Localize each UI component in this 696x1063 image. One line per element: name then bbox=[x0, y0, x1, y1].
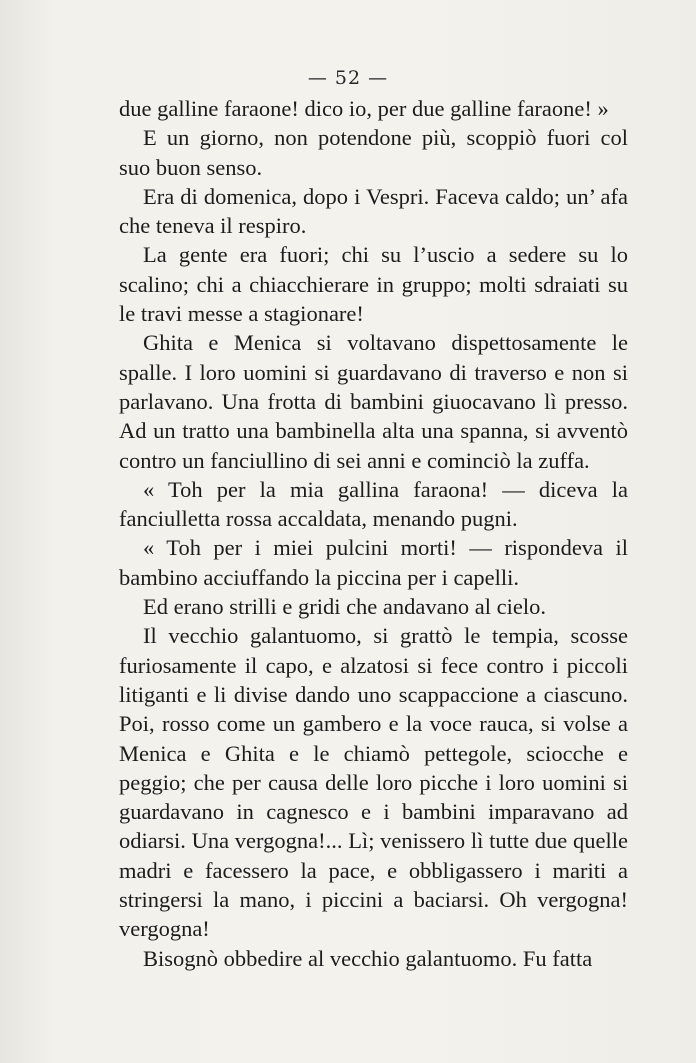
paragraph: Il vecchio galantuomo, si grattò le tempia, scosse furiosamente il capo, e alzatosi si fece contro i piccoli litiganti e li divise dando uno scappaccione a ciascuno. Poi, rosso come un gambero e la voce rauca, si volse a Menica e Ghita e le chiamò pettegole, sciocche e peggio; che per causa delle loro picche i loro uomini si guardavano in cagnesco e i bambini imparavano ad odiarsi. Una vergogna!... Lì; venissero lì tutte due quelle madri e facessero la pace, e obbligassero i mariti a stringersi la mano, i piccini a baciarsi. Oh vergogna! vergogna! bbox=[119, 623, 628, 942]
paragraph: Bisognò obbedire al vecchio galantuomo. Fu fatta bbox=[143, 945, 593, 971]
paragraph: La gente era fuori; chi su l’uscio a sedere su lo scalino; chi a chiacchierare in gruppo; molti sdraiati su le travi messe a stagionare! bbox=[119, 242, 628, 327]
paragraph: « Toh per la mia gallina faraona! — diceva la fanciulletta rossa accaldata, menando pugni. bbox=[119, 476, 628, 532]
body-text bbox=[119, 94, 628, 973]
paragraph: due galline faraone! dico io, per due galline faraone! » bbox=[119, 96, 609, 121]
paragraph: E un giorno, non potendone più, scoppiò fuori col suo buon senso. bbox=[119, 125, 628, 180]
paragraph: Ghita e Menica si voltavano dispettosamente le spalle. I loro uomini si guardavano di traverso e non si parlavano. Una frotta di bambini giuocavano lì presso. Ad un tratto una bambinella alta una spanna, si avventò contro un fanciullino di sei anni e cominciò la zuffa. bbox=[119, 330, 628, 473]
paragraph: « Toh per i miei pulcini morti! — rispondeva il bambino acciuffando la piccina per i capelli. bbox=[119, 535, 628, 590]
page-number: — 52 — bbox=[307, 67, 389, 89]
paragraph: Ed erano strilli e gridi che andavano al cielo. bbox=[143, 594, 546, 620]
paragraph: Era di domenica, dopo i Vespri. Faceva caldo; un’ afa che teneva il respiro. bbox=[119, 183, 628, 239]
